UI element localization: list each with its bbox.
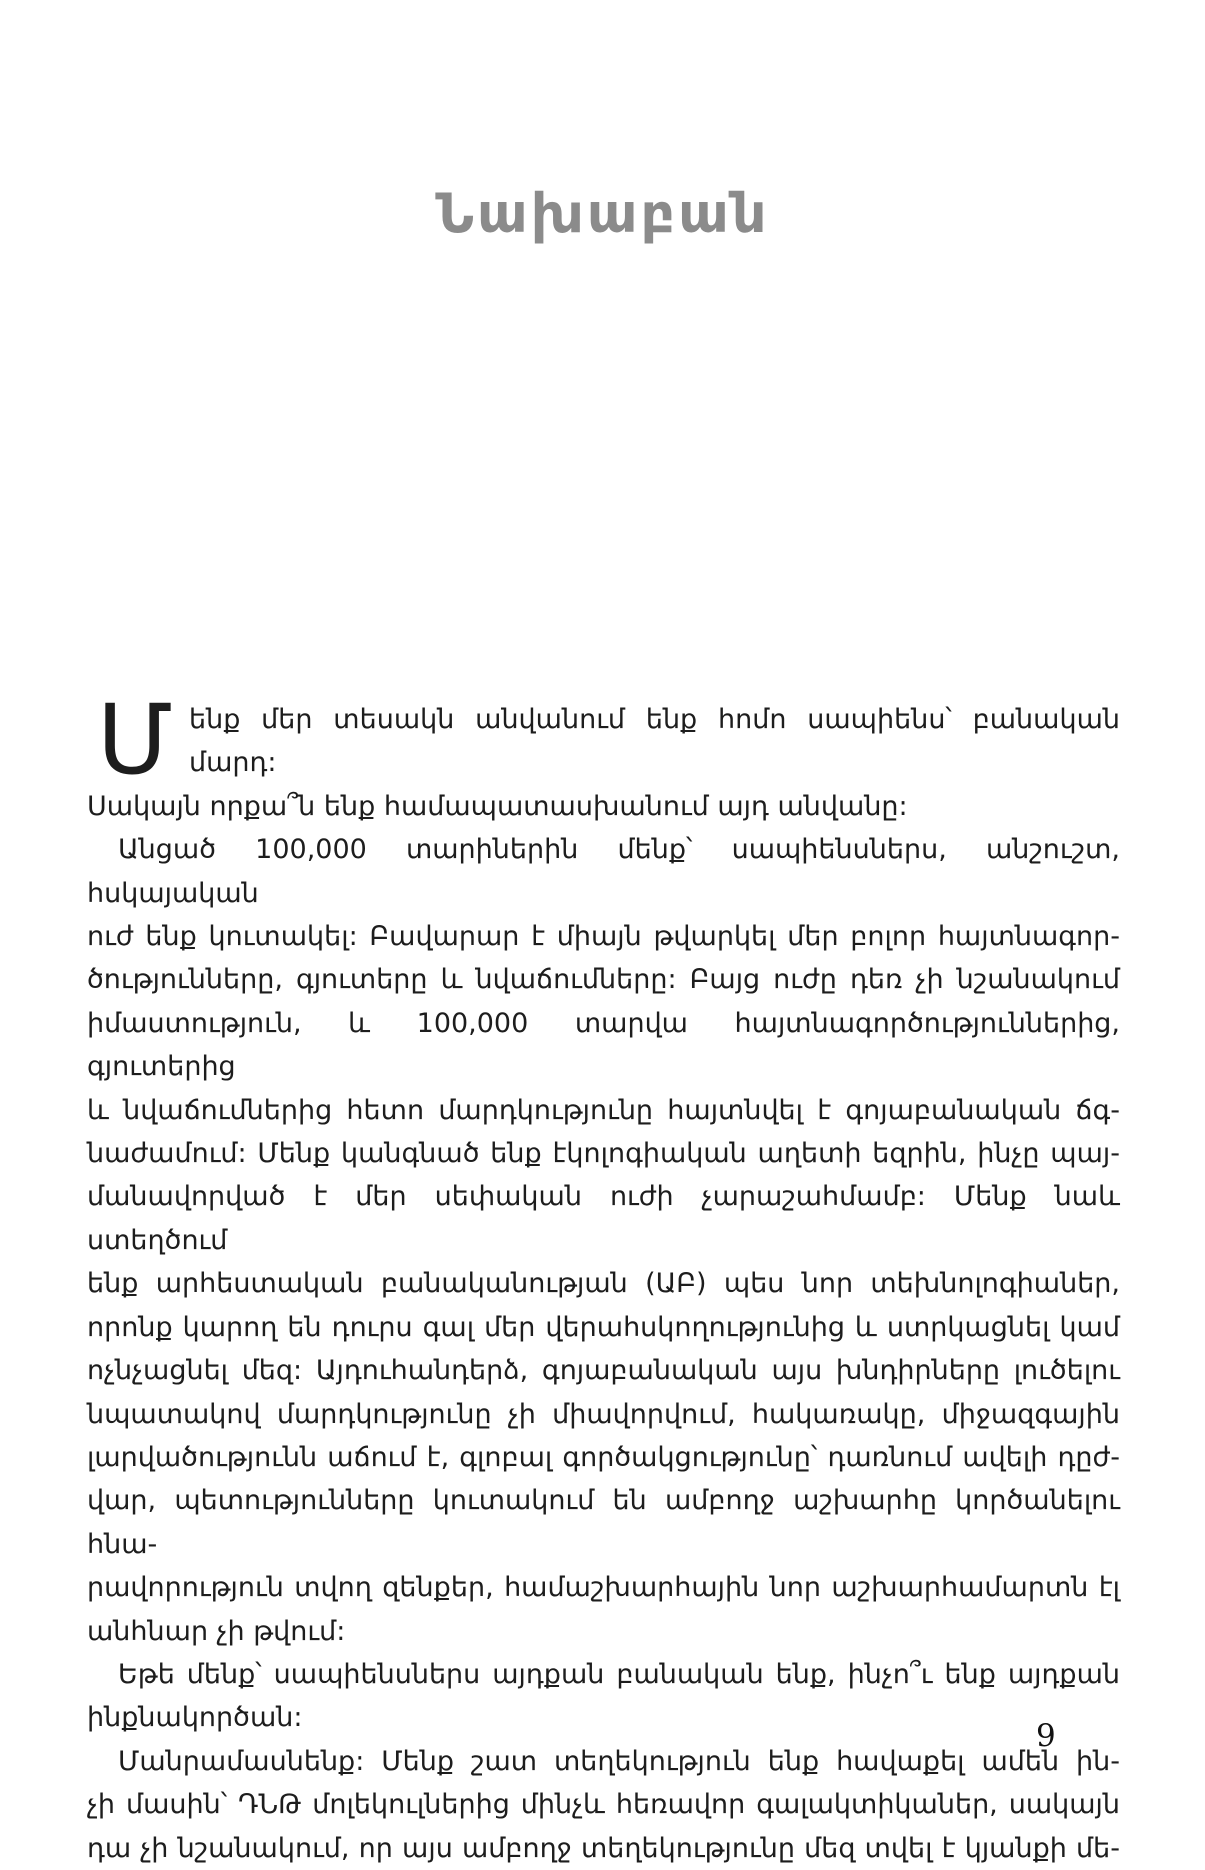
paragraph [87,1653,1120,1740]
text-line: Մանրամասնենք: Մենք շատ տեղեկություն ենք հավաքել ամեն ին- [118,1745,1120,1777]
text-line: վար, պետությունները կուտակում են ամբողջ աշխարհը կործանելու հնա- [87,1485,1120,1560]
text-line: իմաստություն, և 100,000 տարվա հայտնագործություններից, գյուտերից [87,1007,1120,1083]
text-line: Անցած 100,000 տարիներին մենք՝ սապիենսներս, անշուշտ, հսկայական [87,834,1120,909]
text-line: րավորություն տվող զենքեր, համաշխարհային նոր աշխարհամարտն էլ [87,1572,1120,1604]
text-line: նաժամում: Մենք կանգնած ենք էկոլոգիական աղետի եզրին, ինչը պայ- [87,1138,1120,1170]
text-line: դա չի նշանակում, որ այս ամբողջ տեղեկությունը մեզ տվել է կյանքի մե- [87,1832,1120,1864]
text-line: և նվաճումներից հետո մարդկությունը հայտնվել է գոյաբանական ճգ- [87,1094,1120,1126]
text-line: ինքնակործան: [87,1702,303,1734]
body-text [87,684,1120,1870]
text-line: նպատակով մարդկությունը չի միավորվում, հակառակը, միջազգային [87,1398,1120,1430]
text-line: Սակայն որքա՞ն ենք համապատասխանում այդ անվանը: [87,790,908,822]
text-line: չի մասին՝ ԴՆԹ մոլեկուլներից մինչև հեռավոր գալակտիկաներ, սակայն [87,1789,1120,1821]
text-line: ենք մեր տեսակն անվանում ենք հոմո սապիենս՝ բանական մարդ: [188,704,1120,779]
text-line: ծությունները, գյուտերը և նվաճումները: Բայց ուժը դեռ չի նշանակում [87,964,1120,996]
text-line: ենք արհեստական բանականության (ԱԲ) պես նոր տեխնոլոգիաներ, [87,1268,1120,1300]
page-title: Նախաբան [435,182,770,245]
text-line: ոչնչացնել մեզ: Այդուհանդերձ, գոյաբանական այս խնդիրները լուծելու [87,1355,1120,1387]
text-line: Եթե մենք՝ սապիենսներս այդքան բանական ենք, ինչո՞ւ ենք այդքան [118,1658,1120,1690]
text-line: լարվածությունն աճում է, գլոբալ գործակցությունը՝ դառնում ավելի դըժ- [87,1441,1120,1473]
paragraph [87,1740,1120,1870]
text-line: անհնար չի թվում: [87,1615,346,1647]
paragraph [87,684,1120,828]
text-line: ուժ ենք կուտակել: Բավարար է միայն թվարկել մեր բոլոր հայտնագոր- [87,921,1120,953]
text-line: որոնք կարող են դուրս գալ մեր վերահսկողությունից և ստրկացնել կամ [87,1311,1120,1343]
dropcap-letter: Մ [97,684,173,796]
page-number: 9 [1036,1718,1056,1754]
paragraph [87,828,1120,1653]
text-line: մանավորված է մեր սեփական ուժի չարաշահմամբ: Մենք նաև ստեղծում [87,1181,1120,1256]
